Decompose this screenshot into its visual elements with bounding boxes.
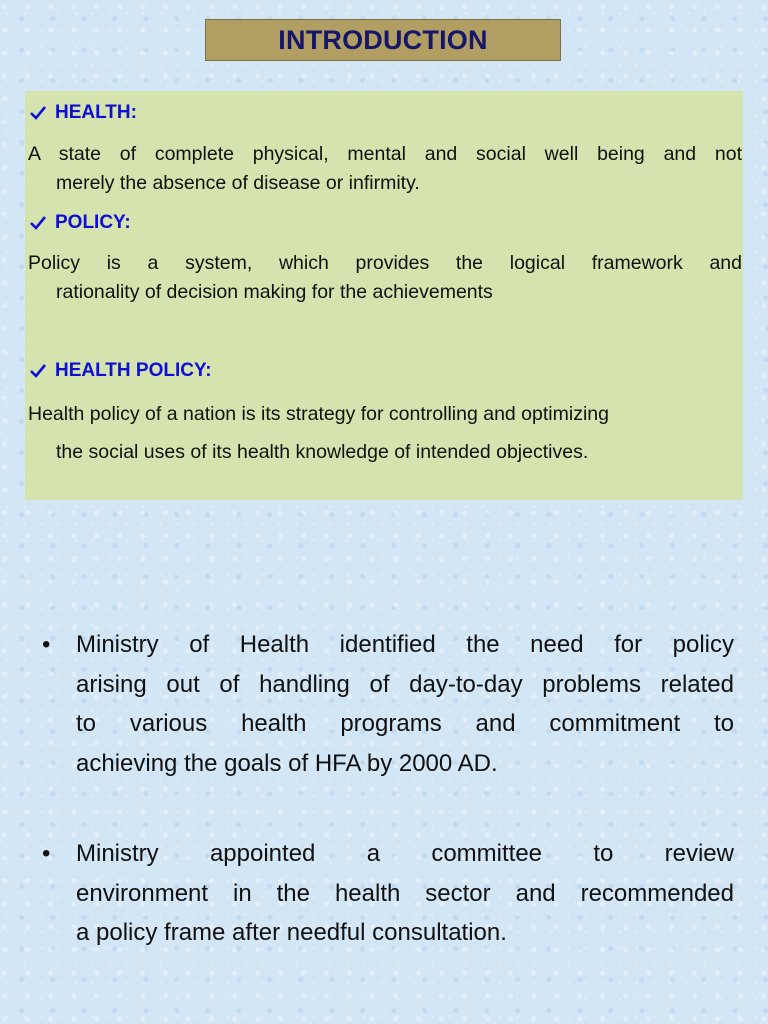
bullet-dot: •	[42, 840, 51, 867]
health-policy-definition	[28, 395, 742, 471]
bullet-dot: •	[42, 631, 51, 658]
checkmark-icon	[28, 361, 48, 381]
policy-definition-line1: Policy is a system, which provides the logical framework and	[28, 252, 742, 274]
title-banner	[205, 19, 561, 61]
health-definition	[28, 140, 742, 198]
policy-definition	[28, 249, 742, 307]
bullet-line: environment in the health sector and recommended	[76, 879, 734, 907]
health-policy-heading-label: HEALTH POLICY:	[55, 360, 212, 381]
health-heading	[28, 102, 137, 124]
checkmark-icon	[28, 213, 48, 233]
bullet-item-ministry-identified	[42, 625, 734, 783]
checkmark-icon	[28, 103, 48, 123]
health-heading-label: HEALTH:	[55, 102, 137, 123]
health-policy-definition-line1: Health policy of a nation is its strategy for controlling and optimizing	[28, 403, 609, 425]
bullet-item-ministry-appointed	[42, 834, 734, 953]
bullet-line: Ministry of Health identified the need for policy	[76, 631, 734, 658]
policy-heading	[28, 212, 131, 234]
bullet-line: Ministry appointed a committee to review	[76, 840, 734, 867]
bullet-line: achieving the goals of HFA by 2000 AD.	[76, 749, 498, 777]
health-definition-line1: A state of complete physical, mental and social well being and not	[28, 143, 742, 165]
page-title: INTRODUCTION	[278, 24, 488, 55]
policy-heading-label: POLICY:	[55, 212, 131, 233]
bullet-line: a policy frame after needful consultation.	[76, 919, 507, 946]
bullet-line: to various health programs and commitment to	[76, 710, 734, 737]
health-policy-heading	[28, 360, 212, 382]
policy-definition-line2: rationality of decision making for the achievements	[56, 281, 493, 303]
bullet-line: arising out of handling of day-to-day problems related	[76, 670, 734, 698]
health-policy-definition-line2: the social uses of its health knowledge of intended objectives.	[56, 441, 589, 463]
health-definition-line2: merely the absence of disease or infirmity.	[56, 172, 420, 194]
